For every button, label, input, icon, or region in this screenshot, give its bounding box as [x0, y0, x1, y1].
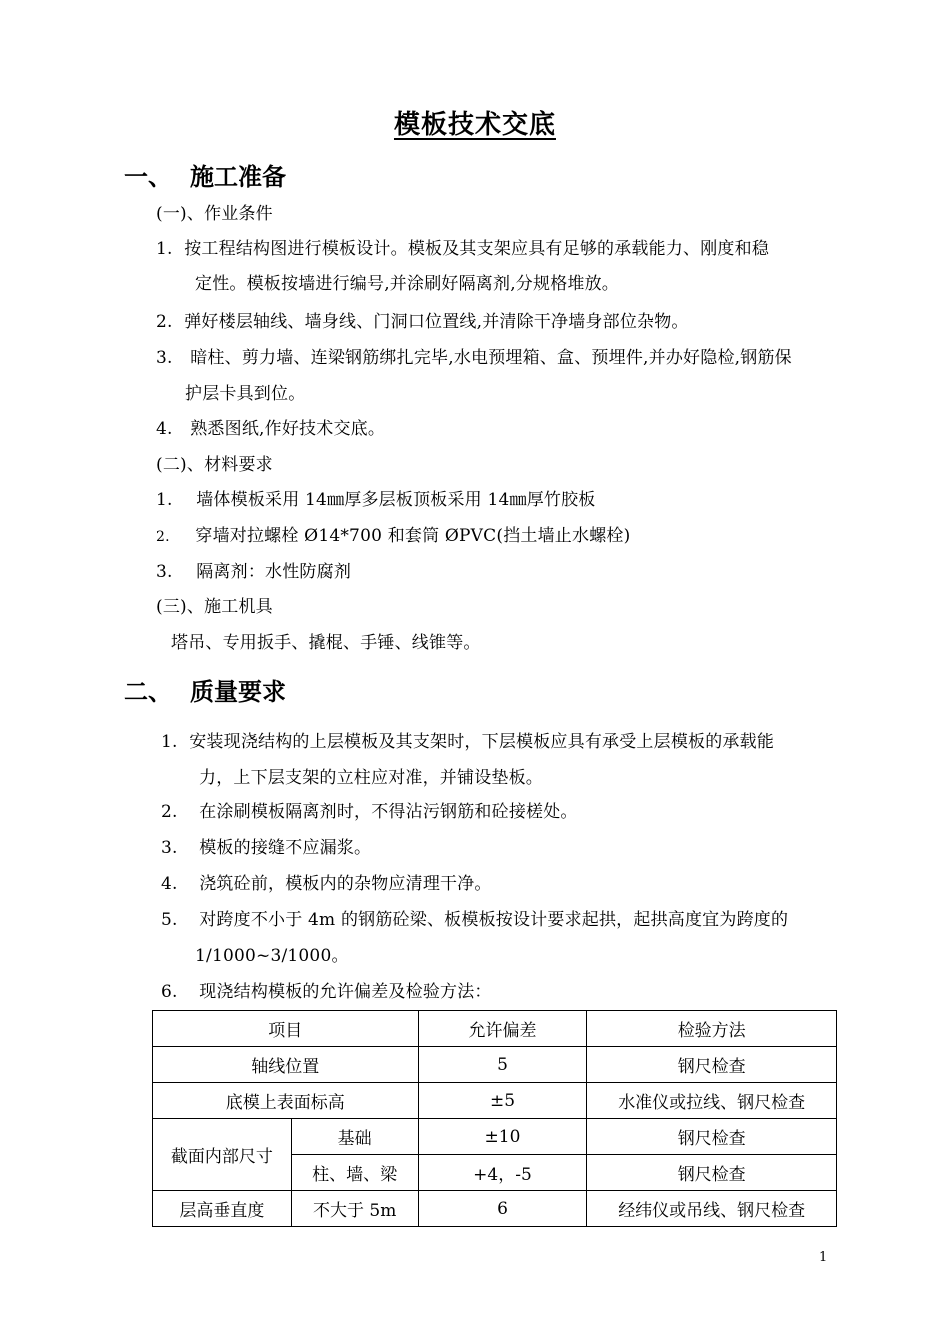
page-number: 1 [819, 1250, 828, 1265]
list-item-continuation: 护层卡具到位。 [185, 384, 306, 404]
table-cell: 底模上表面标高 [153, 1083, 419, 1119]
list-item-continuation: 力，上下层支架的立柱应对准，并铺设垫板。 [199, 768, 543, 788]
table-cell: 钢尺检查 [587, 1155, 837, 1191]
table-cell: 层高垂直度 [153, 1191, 292, 1227]
list-item: 3. 模板的接缝不应漏浆。 [161, 838, 372, 858]
list-item: 1. 墙体模板采用 14㎜厚多层板顶板采用 14㎜厚竹胶板 [156, 490, 596, 510]
table-cell: 轴线位置 [153, 1047, 419, 1083]
list-item: 2. 穿墙对拉螺栓 Ø14*700 和套筒 ØPVC(挡土墙止水螺栓) [156, 526, 631, 546]
tools-list: 塔吊、专用扳手、撬棍、手锤、线锥等。 [171, 633, 481, 653]
list-item: 2. 在涂刷模板隔离剂时，不得沾污钢筋和砼接槎处。 [161, 802, 578, 822]
table-cell: 钢尺检查 [587, 1047, 837, 1083]
list-item-continuation: 1/1000~3/1000。 [195, 946, 349, 966]
table-cell: ±10 [418, 1119, 587, 1155]
section-1-title: 施工准备 [190, 162, 286, 191]
list-item: 2. 弹好楼层轴线、墙身线、门洞口位置线,并清除干净墙身部位杂物。 [156, 312, 689, 332]
table-row [153, 1047, 837, 1083]
tolerance-table [152, 1010, 837, 1227]
table-cell: 6 [418, 1191, 587, 1227]
table-row [153, 1191, 837, 1227]
list-item: 6. 现浇结构模板的允许偏差及检验方法： [161, 982, 492, 1002]
list-item: 3. 暗柱、剪力墙、连梁钢筋绑扎完毕,水电预埋箱、盒、预埋件,并办好隐检,钢筋保 [156, 348, 792, 368]
table-header-cell: 允许偏差 [418, 1011, 587, 1047]
table-cell: 5 [418, 1047, 587, 1083]
section-2-number: 二、 [124, 677, 172, 706]
section-2-heading [124, 672, 524, 704]
table-row [153, 1119, 837, 1155]
section-1-number: 一、 [124, 162, 172, 191]
table-cell: 截面内部尺寸 [153, 1119, 292, 1191]
table-cell: 钢尺检查 [587, 1119, 837, 1155]
section-1-heading [124, 157, 524, 189]
table-header-row [153, 1011, 837, 1047]
subsection-tools: (三)、施工机具 [156, 597, 273, 617]
list-item: 1. 按工程结构图进行模板设计。模板及其支架应具有足够的承载能力、刚度和稳 [156, 239, 770, 259]
table-cell: 不大于 5m [291, 1191, 418, 1227]
table-cell: +4，-5 [418, 1155, 587, 1191]
table-cell: ±5 [418, 1083, 587, 1119]
table-row [153, 1083, 837, 1119]
table-header-cell: 检验方法 [587, 1011, 837, 1047]
table-cell: 柱、墙、梁 [291, 1155, 418, 1191]
list-item: 4. 熟悉图纸,作好技术交底。 [156, 419, 386, 439]
section-2-title: 质量要求 [190, 677, 286, 706]
table-cell: 经纬仪或吊线、钢尺检查 [587, 1191, 837, 1227]
list-item: 4. 浇筑砼前，模板内的杂物应清理干净。 [161, 874, 492, 894]
document-title: 模板技术交底 [393, 110, 556, 140]
list-item: 3. 隔离剂：水性防腐剂 [156, 562, 352, 582]
subsection-conditions: (一)、作业条件 [156, 204, 273, 224]
list-item-continuation: 定性。模板按墙进行编号,并涂刷好隔离剂,分规格堆放。 [195, 274, 620, 294]
table-header-cell: 项目 [153, 1011, 419, 1047]
table-cell: 基础 [291, 1119, 418, 1155]
table-cell: 水准仪或拉线、钢尺检查 [587, 1083, 837, 1119]
subsection-materials: (二)、材料要求 [156, 455, 273, 475]
list-item: 5. 对跨度不小于 4m 的钢筋砼梁、板模板按设计要求起拱，起拱高度宜为跨度的 [161, 910, 789, 930]
list-item: 1. 安装现浇结构的上层模板及其支架时，下层模板应具有承受上层模板的承载能 [161, 732, 775, 752]
